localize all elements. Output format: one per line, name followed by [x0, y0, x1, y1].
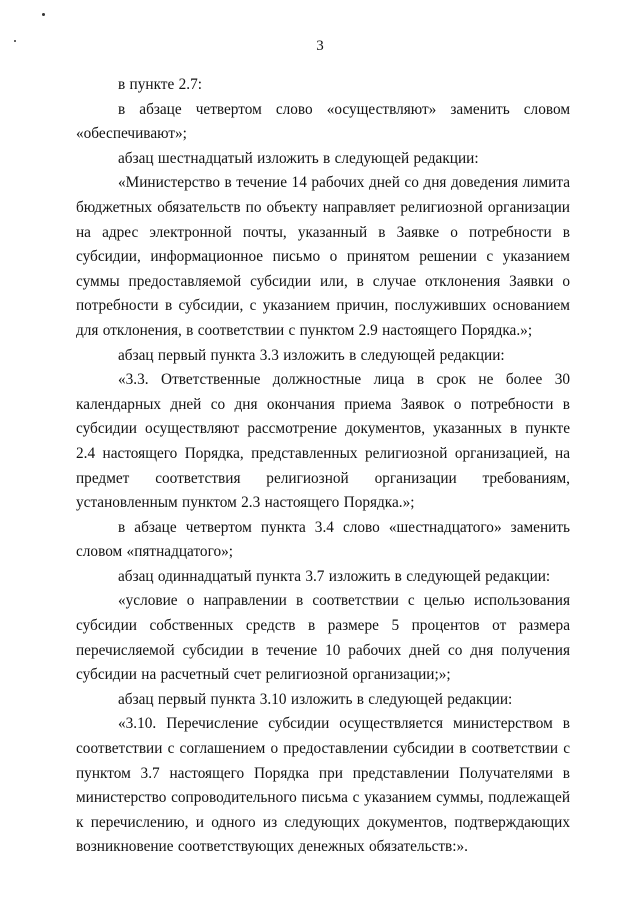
scan-speck — [42, 13, 45, 16]
paragraph: «3.3. Ответственные должностные лица в срок не более 30 календарных дней со дня окончания приема Заявок о потребности в субсидии осуществляют рассмотрение документов, указанных в пункте 2.4 настоящего Порядка, представленных религиозной организацией, на предмет соответствия религиозной организации требованиям, установленным пунктом 2.3 настоящего Порядка.»; — [76, 371, 570, 512]
paragraph: в абзаце четвертом пункта 3.4 слово «шестнадцатого» заменить словом «пятнадцатого»; — [76, 518, 570, 561]
paragraph: в абзаце четвертом слово «осуществляют» заменить словом «обеспечивают»; — [76, 100, 570, 143]
paragraph: «условие о направлении в соответствии с целью использования субсидии собственных средств в размере 5 процентов от размера перечисляемой субсидии в течение 10 рабочих дней со дня получения субсидии на расчетный счет религиозной организации;»; — [76, 592, 570, 684]
document-body — [76, 73, 570, 860]
paragraph: абзац шестнадцатый изложить в следующей редакции: — [118, 149, 479, 167]
paragraph: «Министерство в течение 14 рабочих дней со дня доведения лимита бюджетных обязательств по объекту направляет религиозной организации на адрес электронной почты, указанный в Заявке о потребности в субсидии, информационное письмо о принятом решении с указанием суммы предоставляемой субсидии или, в случае отклонения Заявки о потребности в субсидии, с указанием причин, послуживших основанием для отклонения, в соответствии с пунктом 2.9 настоящего Порядка.»; — [76, 174, 570, 339]
page-number: 3 — [316, 38, 324, 54]
paragraph: абзац первый пункта 3.10 изложить в следующей редакции: — [118, 690, 513, 708]
paragraph: в пункте 2.7: — [118, 76, 202, 93]
paragraph: абзац первый пункта 3.3 изложить в следующей редакции: — [118, 346, 505, 364]
paragraph: абзац одиннадцатый пункта 3.7 изложить в следующей редакции: — [118, 567, 551, 585]
paragraph: «3.10. Перечисление субсидии осуществляется министерством в соответствии с соглашением о предоставлении субсидии в соответствии с пунктом 3.7 настоящего Порядка при представлении Получателями в министерство сопроводительного письма с указанием суммы, подлежащей к перечислению, и одного из следующих документов, подтверждающих возникновение соответствующих денежных обязательств:». — [76, 715, 570, 856]
